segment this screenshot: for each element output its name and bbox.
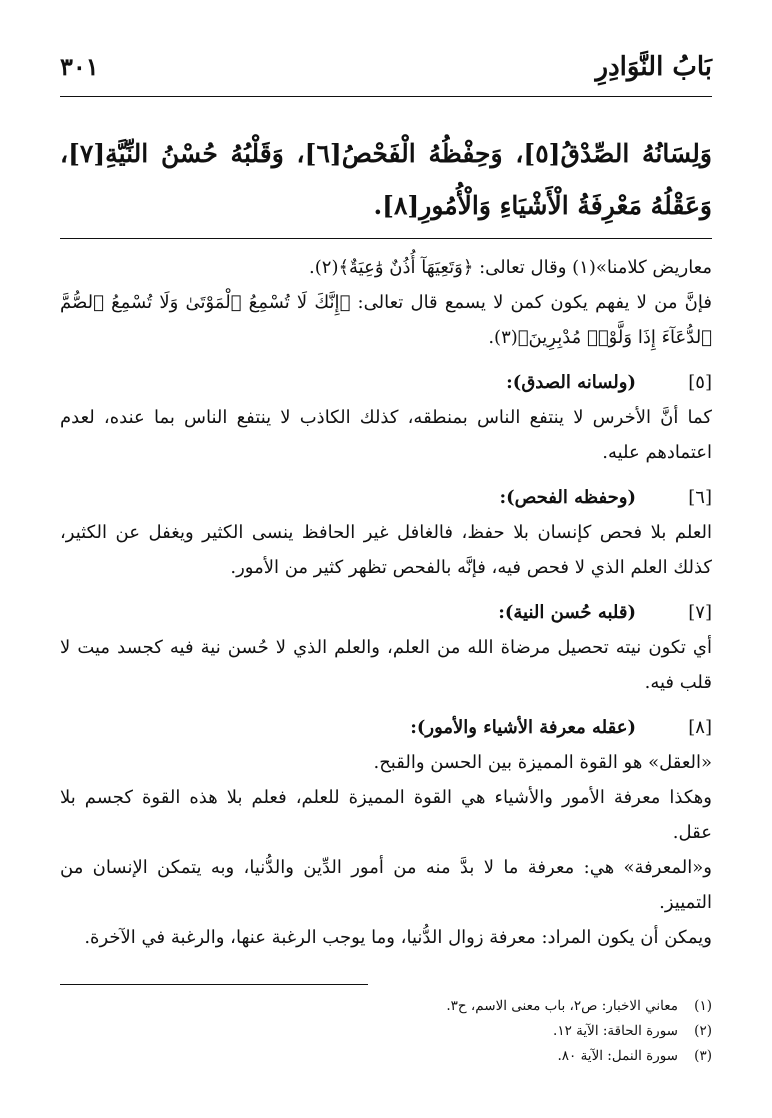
note-title: (قلبه حُسن النية):: [498, 602, 636, 623]
note-title: (وحفظه الفحص):: [499, 487, 636, 508]
footnote-text: سورة النمل: الآية ٨٠.: [557, 1048, 678, 1064]
commentary-paragraph: معاريض كلامنا»(١) وقال تعالى: ﴿وَتَعِيَهَآ أُذُنٌ وَٰعِيَةٌ﴾(٢).: [309, 257, 712, 278]
footnote-rule: [60, 984, 368, 985]
note-6: [60, 480, 712, 585]
footnote-number: (١): [694, 998, 712, 1014]
commentary: [60, 250, 712, 955]
note-paragraph: ويمكن أن يكون المراد: معرفة زوال الدُّنيا، وما يوجب الرغبة عنها، والرغبة في الآخرة.: [84, 927, 712, 948]
note-title: (عقله معرفة الأشياء والأمور):: [410, 717, 636, 738]
note-number: [٥]: [688, 372, 712, 393]
note-paragraph: العلم بلا فحص كإنسان بلا حفظ، فالغافل غير الحافظ ينسى الكثير ويغفل عن الكثير، كذلك العلم الذي لا فحص فيه، فإنَّه بالفحص تظهر كثير من الأمور.: [60, 522, 712, 578]
note-heading: [60, 365, 712, 400]
note-8: [60, 710, 712, 955]
note-5: [60, 365, 712, 470]
hadith-text: وَلِسَانُهُ الصِّدْقُ[٥]، وَحِفْظُهُ الْفَحْصُ[٦]، وَقَلْبُهُ حُسْنُ النِّيَّةِ[٧]، وَعَقْلُهُ مَعْرِفَةُ الْأَشْيَاءِ وَالْأُمُورِ[٨].: [60, 139, 712, 220]
footnote-number: (٢): [694, 1023, 712, 1039]
footnote-number: (٣): [694, 1048, 712, 1064]
note-number: [٨]: [688, 717, 712, 738]
footnotes: [60, 994, 712, 1069]
note-heading: [60, 595, 712, 630]
note-heading: [60, 480, 712, 515]
note-number: [٦]: [688, 487, 712, 508]
note-paragraph: أي تكون نيته تحصيل مرضاة الله من العلم، والعلم الذي لا حُسن نية فيه كجسد ميت لا قلب فيه.: [60, 637, 712, 693]
note-number: [٧]: [688, 602, 712, 623]
separator-rule: [60, 238, 712, 239]
footnote-text: سورة الحاقة: الآية ١٢.: [553, 1023, 678, 1039]
running-title: بَابُ النَّوَادِرِ: [595, 52, 712, 82]
footnote-text: معاني الاخبار: ص٢، باب معنى الاسم، ح٣.: [446, 998, 678, 1014]
note-paragraph: كما أنَّ الأخرس لا ينتفع الناس بمنطقه، كذلك الكاذب لا ينتفع الناس بما عنده، لعدم اعتمادهم عليه.: [60, 407, 712, 463]
note-title: (ولسانه الصدق):: [506, 372, 636, 393]
page-number: ٣٠١: [60, 52, 99, 81]
note-heading: [60, 710, 712, 745]
footnote: [60, 1044, 712, 1069]
page-header: [60, 52, 712, 96]
footnote: [60, 994, 712, 1019]
note-paragraph: وهكذا معرفة الأمور والأشياء هي القوة المميزة للعلم، فعلم بلا هذه القوة كجسم بلا عقل.: [60, 787, 712, 843]
note-7: [60, 595, 712, 700]
note-paragraph: «العقل» هو القوة المميزة بين الحسن والقبح.: [373, 752, 712, 773]
note-paragraph: و«المعرفة» هي: معرفة ما لا بدَّ منه من أمور الدِّين والدُّنيا، وبه يتمكن الإنسان من التمييز.: [60, 857, 712, 913]
commentary-paragraph: فإنَّ من لا يفهم يكون كمن لا يسمع قال تعالى: ﴿إِنَّكَ لَا تُسْمِعُ ٱلْمَوْتَىٰ وَلَا تُسْمِعُ ٱلصُّمَّ ٱلدُّعَآءَ إِذَا وَلَّوْا۟ مُدْبِرِينَ﴾(٣).: [60, 292, 712, 348]
footnote: [60, 1019, 712, 1044]
header-rule: [60, 96, 712, 97]
